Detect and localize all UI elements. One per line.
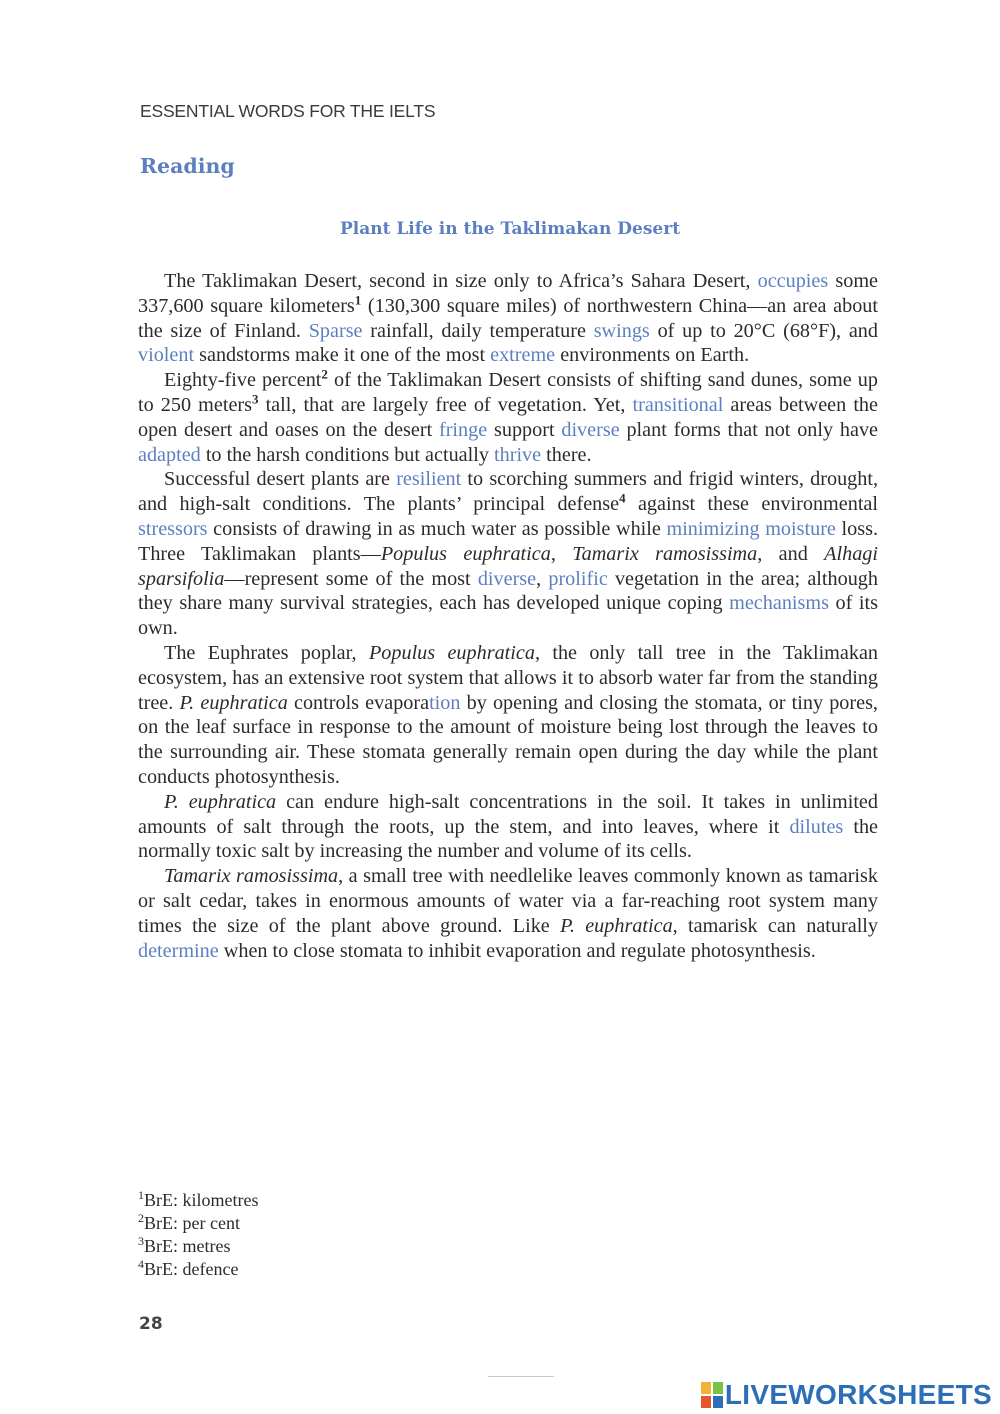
vocabulary-word: violent <box>138 344 195 367</box>
text-run: consists of drawing in as much water as possible while <box>207 517 667 540</box>
footnote-marker: 2 <box>321 366 328 382</box>
footnote <box>138 1212 258 1235</box>
vocabulary-word: extreme <box>490 344 556 367</box>
liveworksheets-wordmark: LIVEWORKSHEETS <box>724 1379 992 1410</box>
text-run: to scorching summers and frigid winters, drought, and high-salt conditions. The plants’ principal defense <box>138 468 879 516</box>
liveworksheets-logo-icon <box>701 1381 723 1409</box>
paragraph <box>138 467 878 641</box>
text-run: environments on Earth. <box>555 344 750 367</box>
footnote-number: 3 <box>138 1234 144 1248</box>
text-run: by opening and closing the stomata, or tiny pores, on the leaf surface in response to the amount of moisture being lost through the leaves to the surrounding air. These stomata generally remain open during the day while the plant conducts photosynthesis. <box>138 691 878 788</box>
paragraph <box>138 864 878 963</box>
species-name: Tamarix ramosissima <box>164 865 339 888</box>
text-run: of up to 20°C (68°F), and <box>649 319 878 342</box>
section-title: Reading <box>140 154 235 178</box>
text-run: there. <box>541 443 592 466</box>
text-run: of the Taklimakan Desert consists of shifting sand dunes, some up to 250 meters <box>138 369 878 416</box>
text-run: loss. Three Taklimakan plants— <box>138 517 878 565</box>
vocabulary-word: transitional <box>632 393 724 416</box>
vocabulary-word: diverse <box>477 567 537 590</box>
text-run: , <box>536 567 549 590</box>
vocabulary-word: dilutes <box>789 815 844 838</box>
text-run: controls evapora <box>287 691 430 714</box>
text-run: can endure high-salt concentrations in the soil. It takes in unlimited amounts of salt through the roots, up the stem, and into leaves, where it <box>138 790 878 838</box>
text-run: , tamarisk can naturally <box>672 914 879 937</box>
species-name: P. euphratica <box>560 914 673 937</box>
vocabulary-word: thrive <box>494 443 542 466</box>
vocabulary-word: mechanisms <box>729 592 829 615</box>
vocabulary-word: moisture <box>765 517 836 540</box>
text-run: sandstorms make it one of the most <box>194 344 491 367</box>
vocabulary-word: tion <box>429 691 461 714</box>
text-run: when to close stomata to inhibit evaporation and regulate photosynthesis. <box>218 939 816 962</box>
liveworksheets-watermark <box>701 1379 992 1411</box>
vocabulary-word: diverse <box>561 418 620 441</box>
vocabulary-word: swings <box>593 319 650 342</box>
text-run: the normally toxic salt by increasing the number and volume of its cells. <box>138 815 878 863</box>
text-run: —represent some of the most <box>224 567 478 590</box>
footnote-text: BrE: kilometres <box>144 1190 259 1210</box>
species-name: Populus euphratica <box>368 641 535 664</box>
text-run: to the harsh conditions but actually <box>200 443 495 466</box>
vocabulary-word: fringe <box>438 418 488 441</box>
vocabulary-word: stressors <box>138 517 208 540</box>
text-run: , and <box>757 542 825 565</box>
page-number: 28 <box>139 1314 163 1334</box>
paragraph <box>138 368 878 467</box>
species-name: P. euphratica <box>179 691 288 714</box>
paragraph <box>138 790 878 864</box>
text-run: some 337,600 square kilometers <box>138 270 878 317</box>
footnote-marker: 3 <box>251 391 259 407</box>
text-run: , the only tall tree in the Taklimakan ecosystem, has an extensive root system that allows it to absorb water far from the standing tree. <box>138 641 878 714</box>
divider <box>488 1376 554 1377</box>
footnote-text: BrE: defence <box>144 1259 239 1279</box>
text-run: Successful desert plants are <box>164 468 397 491</box>
vocabulary-word: minimizing <box>666 517 760 540</box>
species-name: Alhagi sparsifolia <box>138 542 878 590</box>
text-run: Eighty-five percent <box>164 369 322 392</box>
vocabulary-word: adapted <box>138 443 201 466</box>
article-body <box>138 269 878 963</box>
paragraph <box>138 269 878 368</box>
footnote-number: 1 <box>138 1188 144 1202</box>
footnote-marker: 4 <box>619 490 626 506</box>
vocabulary-word: determine <box>138 939 219 962</box>
footnote <box>138 1258 258 1281</box>
text-run: , <box>550 542 573 565</box>
species-name: Populus euphratica <box>380 542 551 565</box>
text-run: support <box>487 418 562 441</box>
footnote-text: BrE: metres <box>144 1236 231 1256</box>
footnote-number: 2 <box>138 1211 144 1225</box>
species-name: Tamarix ramosissima <box>572 542 758 565</box>
footnote-marker: 1 <box>354 292 362 308</box>
footnote <box>138 1235 258 1258</box>
footnote <box>138 1189 258 1212</box>
footnotes <box>138 1189 258 1281</box>
vocabulary-word: prolific <box>548 567 608 590</box>
running-head: ESSENTIAL WORDS FOR THE IELTS <box>140 101 436 121</box>
vocabulary-word: resilient <box>396 468 462 491</box>
text-run: against these environmental <box>625 493 878 516</box>
footnote-text: BrE: per cent <box>144 1213 240 1233</box>
vocabulary-word: Sparse <box>308 319 363 342</box>
species-name: P. euphratica <box>164 790 277 813</box>
vocabulary-word: occupies <box>757 270 829 292</box>
text-run: tall, that are largely free of vegetation. Yet, <box>258 393 633 416</box>
footnote-number: 4 <box>138 1257 144 1271</box>
text-run: rainfall, daily temperature <box>362 319 594 342</box>
article-title: Plant Life in the Taklimakan Desert <box>339 219 681 239</box>
text-run: The Taklimakan Desert, second in size only to Africa’s Sahara Desert, <box>164 270 758 292</box>
text-run: , a small tree with needlelike leaves commonly known as tamarisk or salt cedar, takes in enormous amounts of water via a far-reaching root system many times the size of the plant above ground. Like <box>138 865 878 937</box>
text-run: plant forms that not only have <box>619 418 878 441</box>
text-run: of its own. <box>138 592 879 640</box>
text-run: areas between the open desert and oases on the desert <box>138 393 878 441</box>
text-run: (130,300 square miles) of northwestern China—an area about the size of Finland. <box>138 294 878 342</box>
text-run: The Euphrates poplar, <box>164 641 369 664</box>
paragraph <box>138 641 878 790</box>
text-run: vegetation in the area; although they share many survival strategies, each has developed unique coping <box>138 567 878 615</box>
